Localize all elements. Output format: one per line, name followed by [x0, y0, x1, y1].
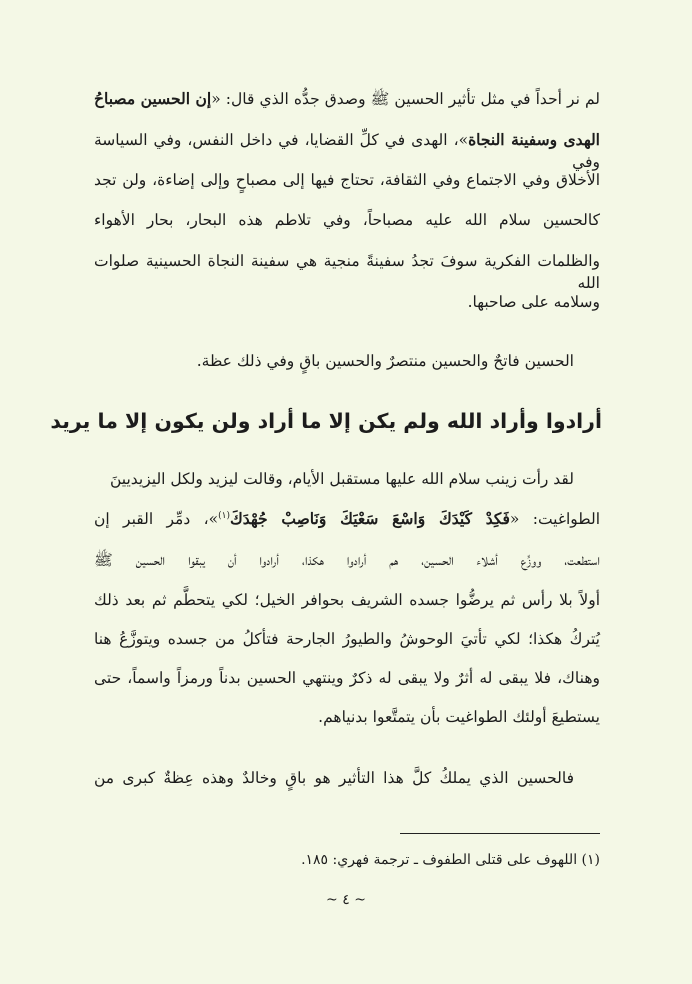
paragraph-line: استطعت، ووزِّع أشلاء الحسين، هم أرادوا هكذا، أرادوا أن يبقوا الحسين ﷺ [94, 551, 600, 569]
paragraph-line: وهناك، فلا يبقى له أثرٌ ولا يبقى له ذكرٌ وينتهي الحسين بدناً ورمزاً واسماً، حتى [94, 669, 600, 687]
paragraph-line: الأخلاق وفي الاجتماع وفي الثقافة، تحتاج فيها إلى مصباحٍ وإلى إضاءة، ولن تجد [94, 171, 600, 189]
paragraph-line: أولاً بلا رأس ثم يرضُّوا جسده الشريف بحوافر الخيل؛ لكي يتحطَّم ثم بعد ذلك [94, 591, 600, 609]
paragraph-line: فالحسين الذي يملكُ كلَّ هذا التأثير هو باقٍ وخالدٌ وهذه عِظةٌ كبرى من [94, 769, 574, 787]
section-heading: أرادوا وأراد الله ولم يكن إلا ما أراد ولن يكون إلا ما يريد [50, 409, 602, 433]
footnote-ref: (١) [218, 510, 230, 521]
paragraph-line: الهدى وسفينة النجاة»، الهدى في كلِّ القضايا، في داخل النفس، وفي السياسة وفي [94, 130, 600, 171]
paragraph-line: لقد رأت زينب سلام الله عليها مستقبل الأيام، وقالت ليزيد ولكل اليزيديينَ [109, 470, 574, 488]
paragraph-line: والظلمات الفكرية سوفَ تجدُ سفينةً منجية هي سفينة النجاة الحسينية صلوات الله [94, 252, 600, 292]
paragraph-line: يستطيعَ أولئك الطواغيت بأن يتمتَّعوا بدنياهم. [318, 708, 600, 726]
footnote-divider [400, 833, 600, 834]
paragraph-line: كالحسين سلام الله عليه مصباحاً، وفي تلاطم هذه البحار، بحار الأهواء [94, 211, 600, 229]
paragraph-line: الحسين فاتحٌ والحسين منتصرٌ والحسين باقٍ وفي ذلك عظة. [196, 352, 574, 370]
paragraph-line: يُتركُ هكذا؛ لكي تأتيَ الوحوشُ والطيورُ الجارحة فتأكلُ من جسده ويتوزَّعُ هنا [94, 630, 600, 648]
paragraph-line: الطواغيت: «فَكِدْ كَيْدَكَ وَاسْعَ سَعْيَكَ وَنَاصِبْ جُهْدَكَ$^{(١)}$»، دمِّر القبر إن [94, 509, 601, 528]
paragraph-line: لم نر أحداً في مثل تأثير الحسين ﷺ وصدق جدُّه الذي قال: «إن الحسين مصباحُ [94, 89, 600, 108]
page-number: ~ ٤ ~ [326, 892, 366, 908]
paragraph-line: وسلامه على صاحبها. [467, 293, 600, 311]
footnote: (١) اللهوف على قتلى الطفوف ـ ترجمة فهري: ١٨٥. [301, 852, 600, 868]
